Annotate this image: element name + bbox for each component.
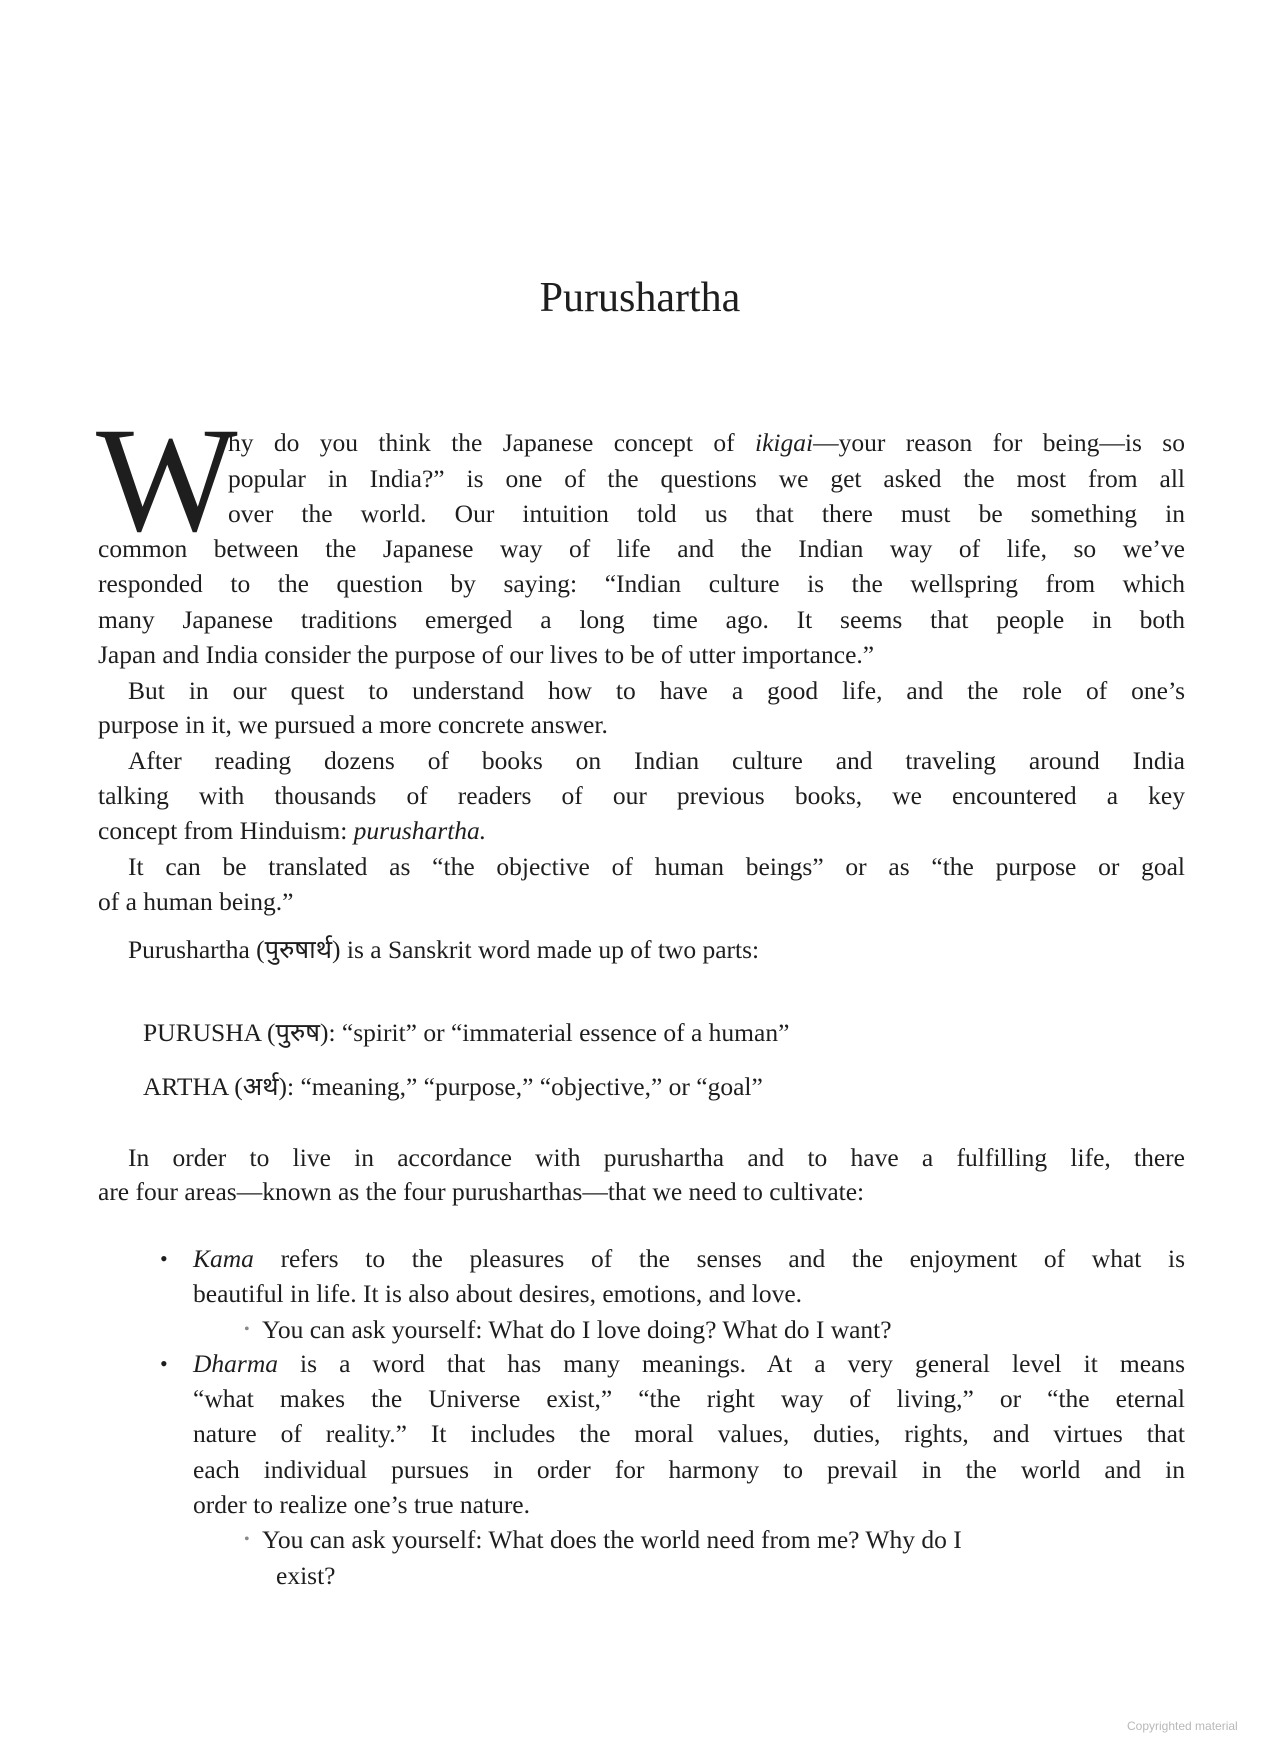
paragraph-line: hy do you think the Japanese concept of ikigai—your reason for being—is so — [228, 428, 1185, 457]
paragraph-line: It can be translated as “the objective of human beings” or as “the purpose or goal — [128, 852, 1185, 881]
paragraph-line: purpose in it, we pursued a more concrete answer. — [98, 710, 608, 739]
chapter-title: Purushartha — [539, 275, 741, 321]
bullet-line: beautiful in life. It is also about desires, emotions, and love. — [193, 1279, 803, 1308]
bullet-line: Kama refers to the pleasures of the senses and the enjoyment of what is — [193, 1244, 1185, 1273]
bullet-line: nature of reality.” It includes the moral values, duties, rights, and virtues that — [193, 1419, 1185, 1448]
paragraph-line: talking with thousands of readers of our previous books, we encountered a key — [98, 781, 1185, 810]
paragraph-line: In order to live in accordance with purushartha and to have a fulfilling life, there — [128, 1143, 1185, 1172]
sub-bullet-line: You can ask yourself: What do I love doing? What do I want? — [262, 1315, 892, 1344]
sub-bullet-icon: • — [244, 1531, 250, 1548]
paragraph-line: over the world. Our intuition told us that there must be something in — [228, 499, 1185, 528]
paragraph-line: Japan and India consider the purpose of our lives to be of utter importance.” — [98, 640, 875, 669]
paragraph-line: After reading dozens of books on Indian culture and traveling around India — [128, 746, 1185, 775]
paragraph-line: many Japanese traditions emerged a long time ago. It seems that people in both — [98, 605, 1185, 634]
sub-bullet-icon: • — [244, 1321, 250, 1338]
paragraph-line: Purushartha (पुरुषार्थ) is a Sanskrit word made up of two parts: — [128, 935, 760, 964]
bullet-line: Dharma is a word that has many meanings. At a very general level it means — [193, 1349, 1185, 1378]
sub-bullet-line: exist? — [276, 1561, 336, 1590]
drop-cap: W — [96, 397, 238, 563]
paragraph-line: are four areas—known as the four purusharthas—that we need to cultivate: — [98, 1177, 865, 1206]
definition-purusha: PURUSHA (पुरुष): “spirit” or “immaterial essence of a human” — [143, 1018, 790, 1047]
definition-artha: ARTHA (अर्थ): “meaning,” “purpose,” “objective,” or “goal” — [143, 1072, 763, 1101]
paragraph-line: responded to the question by saying: “Indian culture is the wellspring from which — [98, 569, 1185, 598]
paragraph-line: But in our quest to understand how to have a good life, and the role of one’s — [128, 676, 1185, 705]
copyright-watermark: Copyrighted material — [1127, 1719, 1238, 1733]
bullet-icon: • — [160, 1351, 168, 1376]
bullet-line: “what makes the Universe exist,” “the right way of living,” or “the eternal — [193, 1384, 1185, 1413]
sub-bullet-line: You can ask yourself: What does the world need from me? Why do I — [262, 1525, 962, 1554]
bullet-line: order to realize one’s true nature. — [193, 1490, 531, 1519]
paragraph-line: concept from Hinduism: purushartha. — [98, 816, 487, 845]
bullet-line: each individual pursues in order for harmony to prevail in the world and in — [193, 1455, 1185, 1484]
paragraph-line: popular in India?” is one of the questions we get asked the most from all — [228, 464, 1185, 493]
bullet-icon: • — [160, 1246, 168, 1271]
paragraph-line: common between the Japanese way of life and the Indian way of life, so we’ve — [98, 534, 1185, 563]
paragraph-line: of a human being.” — [98, 887, 294, 916]
